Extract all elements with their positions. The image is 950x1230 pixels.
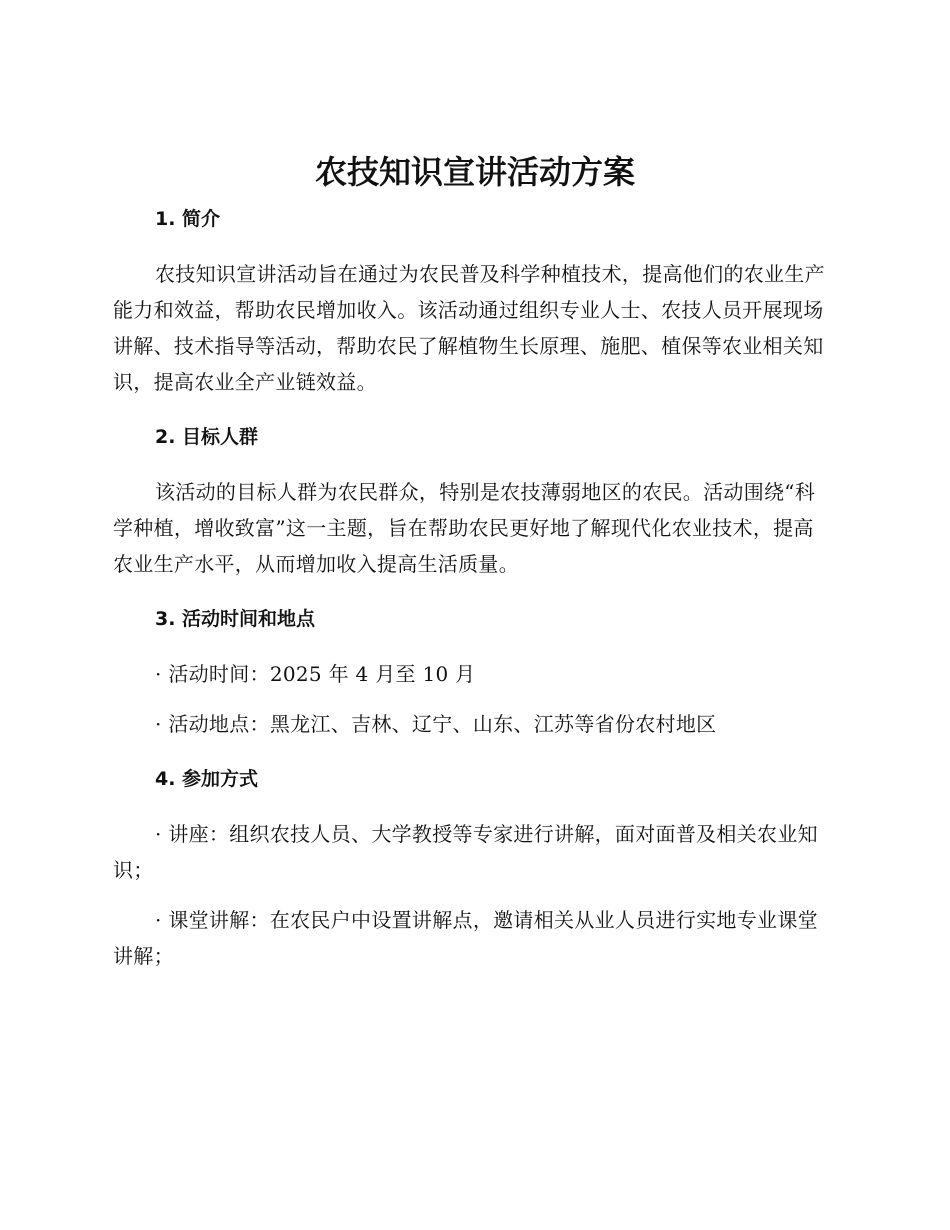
section-target-audience (113, 418, 833, 582)
section-heading: 3. 活动时间和地点 (155, 608, 316, 630)
section-time-and-place (113, 600, 833, 742)
section-heading: 1. 简介 (155, 208, 221, 230)
list-item: · 讲座：组织农技人员、大学教授等专家进行讲解，面对面普及相关农业知识； (113, 822, 818, 882)
section-heading: 2. 目标人群 (155, 426, 259, 448)
section-introduction (113, 200, 833, 400)
section-heading: 4. 参加方式 (155, 768, 259, 790)
section-participation (113, 760, 833, 974)
section-paragraph: 农技知识宣讲活动旨在通过为农民普及科学种植技术，提高他们的农业生产能力和效益，帮助农民增加收入。该活动通过组织专业人士、农技人员开展现场讲解、技术指导等活动，帮助农民了解植物生长原理、施肥、植保等农业相关知识，提高农业全产业链效益。 (113, 262, 825, 394)
list-item: · 课堂讲解：在农民户中设置讲解点，邀请相关从业人员进行实地专业课堂讲解； (113, 908, 818, 968)
list-item: · 活动地点：黑龙江、吉林、辽宁、山东、江苏等省份农村地区 (155, 712, 717, 736)
document-body (113, 200, 833, 974)
list-item: · 活动时间：2025 年 4 月至 10 月 (155, 662, 476, 686)
document-title: 农技知识宣讲活动方案 (314, 153, 635, 191)
section-paragraph: 该活动的目标人群为农民群众，特别是农技薄弱地区的农民。活动围绕“科学种植，增收致富”这一主题，旨在帮助农民更好地了解现代化农业技术，提高农业生产水平，从而增加收入提高生活质量。 (113, 480, 816, 576)
